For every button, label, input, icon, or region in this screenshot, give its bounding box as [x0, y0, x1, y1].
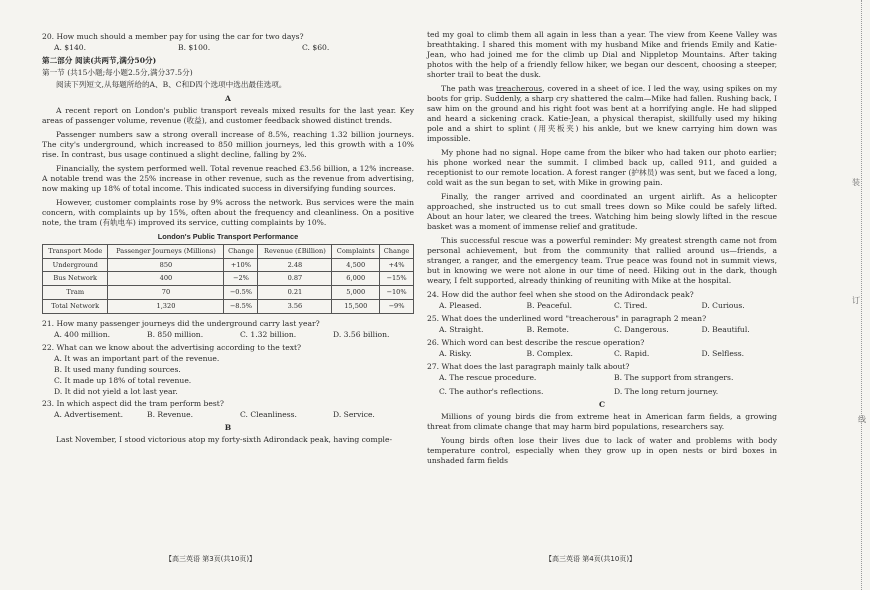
left-column [42, 30, 414, 449]
table-cell: +10% [224, 258, 258, 272]
page-footer-left: 【高三英语 第3页(共10页)】 [165, 555, 257, 563]
question-25-options [427, 325, 777, 335]
part-two-heading: 第二部分 阅读(共两节,满分50分) [42, 56, 157, 66]
question-25: 25. What does the underlined word "treacherous" in paragraph 2 mean? [427, 314, 707, 324]
table-row [43, 299, 414, 313]
text: The path was [441, 84, 496, 94]
option: B. Revenue. [147, 409, 194, 419]
passage-b-label: B [224, 422, 232, 432]
option: A. Risky. [439, 349, 472, 359]
option: D. Beautiful. [701, 325, 750, 335]
table-cell: −0.5% [224, 286, 258, 300]
underlined-word: treacherous [495, 84, 543, 94]
table-row [43, 286, 414, 300]
section-one-heading: 第一节 (共15小题;每小题2.5分,满分37.5分) [42, 68, 193, 78]
table-header: Revenue (£Billion) [258, 245, 332, 259]
table-cell: Total Network [43, 299, 108, 313]
question-26-options [427, 349, 777, 359]
option: C. $60. [302, 43, 330, 53]
option: B. $100. [178, 43, 211, 53]
passage-a-paragraph: A recent report on London's public transport reveals mixed results for the last year. Key areas of passenger volume, revenue (收益), and customer feedback showed distinct trends. [42, 106, 414, 126]
table-cell: Tram [43, 286, 108, 300]
table-cell: 15,500 [332, 299, 380, 313]
table-cell: 1,320 [108, 299, 224, 313]
question-26: 26. Which word can best describe the rescue operation? [427, 338, 645, 348]
binding-line [861, 0, 862, 590]
option: C. Tired. [614, 301, 648, 311]
option: D. The long return journey. [614, 386, 719, 396]
table-header: Change [380, 245, 414, 259]
performance-table [42, 244, 414, 314]
passage-b-paragraph: This successful rescue was a powerful reminder: My greatest strength came not from personal achievement, but from the community that rallied around us—friends, a stranger, a ranger, and the emergency team. True peace was found not in summit views, but in knowing we were not alone in our time of need. Hiking out in the dark, though weary, I felt supported, already thinking of reuniting with Mike at the hospital. [427, 236, 777, 286]
question-22: 22. What can we know about the advertising according to the text? [42, 342, 302, 352]
option: C. Cleanliness. [240, 409, 297, 419]
passage-c-paragraph: Millions of young birds die from extreme heat in American farm fields, a growing threat from climate change that may harm bird populations, researchers say. [427, 411, 777, 431]
table-cell: −9% [380, 299, 414, 313]
option: B. 850 million. [147, 329, 204, 339]
table-cell: 4,500 [332, 258, 380, 272]
passage-b-paragraph [427, 84, 777, 144]
question-27-options [427, 373, 777, 383]
option: D. Service. [333, 409, 375, 419]
option: C. 1.32 billion. [240, 329, 297, 339]
table-header: Complaints [332, 245, 380, 259]
table-row [43, 272, 414, 286]
option: A. It was an important part of the revenue. [54, 353, 220, 363]
option: B. The support from strangers. [614, 373, 734, 383]
option: B. Complex. [526, 349, 573, 359]
table-row [43, 258, 414, 272]
passage-b-paragraph: My phone had no signal. Hope came from the biker who had taken our photo earlier; his phone worked near the summit. I climbed back up, called 911, and guided a receptionist to our remote location. A forest ranger (护林员) was sent, but we faced a long, cold wait as the sun began to set, with Mike in growing pain. [427, 148, 777, 188]
option: A. 400 million. [54, 329, 111, 339]
table-cell: −10% [380, 286, 414, 300]
table-cell: −8.5% [224, 299, 258, 313]
option: A. $140. [54, 43, 87, 53]
table-header: Transport Mode [43, 245, 108, 259]
passage-a-paragraph: However, customer complaints rose by 9% across the network. Bus services were the main concern, with complaints up by 15%, often about the frequency and cleanliness. On a positive note, the tram (有轨电车) improved its service, cutting complaints by 10%. [42, 198, 414, 228]
table-cell: 0.21 [258, 286, 332, 300]
question-20: 20. How much should a member pay for using the car for two days? [42, 32, 304, 41]
table-cell: 400 [108, 272, 224, 286]
table-cell: 850 [108, 258, 224, 272]
passage-c-label: C [598, 399, 606, 409]
passage-a-paragraph: Financially, the system performed well. Total revenue reached £3.56 billion, a 12% increase. A notable trend was the 25% increase in other revenue, such as the revenue from advertising, now making up 18% of total income. This indicated success in diversifying funding sources. [42, 164, 414, 194]
option: B. Remote. [526, 325, 569, 335]
question-21-options [42, 330, 414, 340]
passage-b-paragraph: ted my goal to climb them all again in less than a year. The view from Keene Valley was breathtaking. I shared this moment with my husband Mike and friends Emily and Katie-Jean, who had joined me for the climb up Dial and Nippletop Mountains. After taking photos with the help of a friendly fellow hiker, we began our descent, choosing a steeper, shorter trail to beat the dusk. [427, 30, 777, 80]
table-cell: 3.56 [258, 299, 332, 313]
option: C. Rapid. [614, 349, 650, 359]
table-cell: 5,000 [332, 286, 380, 300]
table-header-row [43, 245, 414, 259]
option: C. Dangerous. [614, 325, 669, 335]
option: D. Curious. [701, 301, 745, 311]
question-23: 23. In which aspect did the tram perform best? [42, 398, 224, 408]
question-27-options [427, 387, 777, 397]
question-21: 21. How many passenger journeys did the underground carry last year? [42, 318, 320, 328]
option: D. It did not yield a lot last year. [54, 386, 178, 396]
question-24: 24. How did the author feel when she stood on the Adirondack peak? [427, 290, 694, 300]
passage-c-paragraph: Young birds often lose their lives due to lack of water and problems with body temperature control, especially when they grow up in open nests or bird boxes in unshaded farm fields [427, 435, 777, 465]
table-header: Change [224, 245, 258, 259]
question-20-options [42, 43, 414, 53]
table-cell: 6,000 [332, 272, 380, 286]
table-header: Passenger Journeys (Millions) [108, 245, 224, 259]
option: B. It used many funding sources. [54, 364, 181, 374]
passage-b-paragraph: Finally, the ranger arrived and coordinated an urgent airlift. As a helicopter approached, she instructed us to cut small trees down so Mike could be safely lifted. About an hour later, we cleared the trees. Watching him being slowly lifted in the rescue basket was a moment of immense relief and gratitude. [427, 192, 777, 232]
option: D. Selfless. [701, 349, 745, 359]
option: A. Straight. [439, 325, 484, 335]
option: A. Advertisement. [54, 409, 123, 419]
question-27: 27. What does the last paragraph mainly talk about? [427, 362, 630, 372]
passage-a-paragraph: Passenger numbers saw a strong overall increase of 8.5%, reaching 1.32 billion journeys. The city's underground, which increased to 850 million journeys, led this growth with a 10% rise. In contrast, bus usage continued a slight decline, falling by 2%. [42, 130, 414, 160]
option: C. The author's reflections. [439, 386, 544, 396]
table-cell: 2.48 [258, 258, 332, 272]
table-cell: Bus Network [43, 272, 108, 286]
right-column [427, 30, 777, 470]
table-cell: +4% [380, 258, 414, 272]
option: B. Peaceful. [526, 301, 572, 311]
question-24-options [427, 301, 777, 311]
table-cell: Underground [43, 258, 108, 272]
option: D. 3.56 billion. [333, 329, 390, 339]
option: A. Pleased. [439, 301, 482, 311]
table-cell: 70 [108, 286, 224, 300]
text: , covered in a sheet of ice. I led the way, using spikes on my boots for grip. Suddenly, a sharp cry shattered the calm—Mike had fallen. Rushing back, I saw him on the ground and his right foot was bent at a horrifying angle. He had slipped and heard a sickening crack. Katie-Jean, a physical therapist, skillfully used my hiking pole and a shirt to splint (用夹板夹) his ankle, but we knew carrying him down was impossible. [427, 84, 777, 144]
table-cell: 0.87 [258, 272, 332, 286]
binding-mark: 线 [858, 415, 866, 424]
instruction: 阅读下列短文,从每题所给的A、B、C和D四个选项中选出最佳选项。 [56, 80, 287, 90]
table-title: London's Public Transport Performance [157, 232, 299, 242]
table-cell: −15% [380, 272, 414, 286]
question-23-options [42, 410, 414, 420]
binding-mark: 订 [852, 296, 860, 305]
option: C. It made up 18% of total revenue. [54, 375, 192, 385]
option: A. The rescue procedure. [439, 373, 537, 383]
passage-a-label: A [225, 94, 231, 104]
page-footer-right: 【高三英语 第4页(共10页)】 [545, 555, 637, 563]
binding-mark: 装 [852, 178, 860, 187]
table-cell: −2% [224, 272, 258, 286]
passage-b-paragraph: Last November, I stood victorious atop my forty-sixth Adirondack peak, having comple- [56, 434, 393, 444]
